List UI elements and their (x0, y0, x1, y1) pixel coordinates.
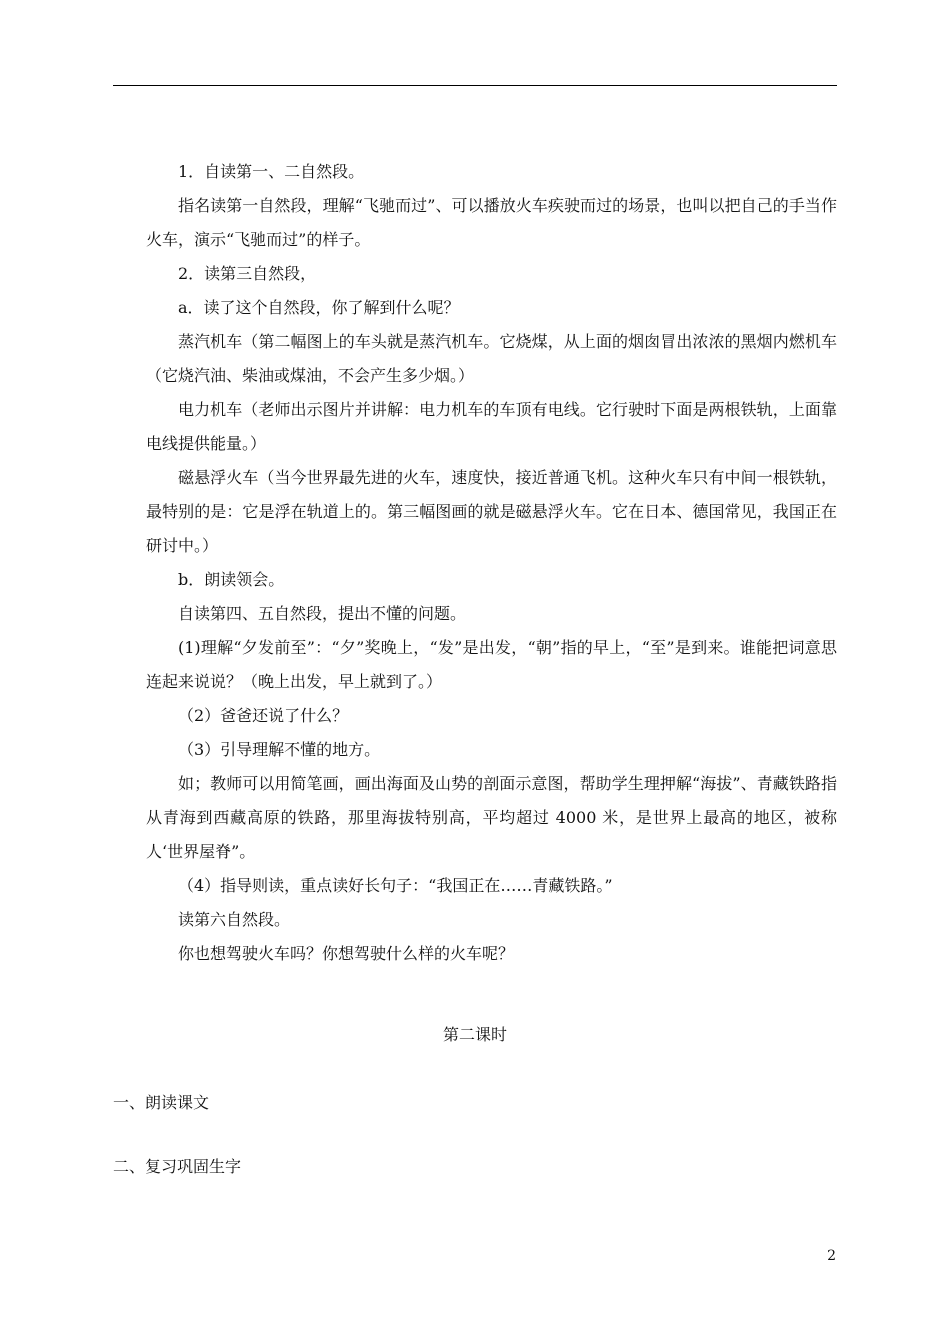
paragraph: b．朗读领会。 (178, 570, 285, 589)
paragraph: 蒸汽机车（第二幅图上的车头就是蒸汽机车。它烧煤，从上面的烟囱冒出浓浓的黑烟内燃机车（它烧汽油、柴油或煤油，不会产生多少烟。） (146, 332, 837, 385)
paragraph: 电力机车（老师出示图片并讲解：电力机车的车顶有电线。它行驶时下面是两根铁轨，上面靠电线提供能量。） (146, 400, 837, 453)
header-rule (113, 85, 837, 86)
lesson-heading: 第二课时 (442, 1025, 507, 1044)
paragraph: （2）爸爸还说了什么？ (178, 706, 349, 725)
paragraph: 如；教师可以用简笔画，画出海面及山势的剖面示意图，帮助学生理押解“海拔”、青藏铁路指从青海到西藏高原的铁路，那里海拔特别高，平均超过 4000 米，是世界上最高的地区，被称人‘世界屋脊”。 (146, 774, 837, 861)
section-heading-review-characters: 二、复习巩固生字 (113, 1157, 242, 1176)
paragraph: (1)理解“夕发前至”：“夕”奖晚上，“发”是出发，“朝”指的早上，“至”是到来。谁能把词意思连起来说说？（晚上出发，早上就到了。） (146, 638, 837, 691)
section-heading-read-text: 一、朗读课文 (113, 1093, 210, 1112)
page-number: 2 (827, 1248, 836, 1264)
paragraph: 自读第四、五自然段，提出不懂的问题。 (178, 604, 467, 623)
paragraph: （3）引导理解不懂的地方。 (178, 740, 381, 759)
paragraph: 磁悬浮火车（当今世界最先进的火车，速度快，接近普通飞机。这种火车只有中间一根铁轨，最特别的是：它是浮在轨道上的。第三幅图画的就是磁悬浮火车。它在日本、德国常见，我国正在研讨中。） (146, 468, 837, 555)
paragraph: 1．自读第一、二自然段。 (178, 162, 365, 181)
paragraph: a．读了这个自然段，你了解到什么呢？ (178, 298, 460, 317)
paragraph: 你也想驾驶火车吗？你想驾驶什么样的火车呢？ (178, 944, 515, 963)
lesson-body (146, 155, 837, 971)
paragraph: 2．读第三自然段， (178, 264, 317, 283)
paragraph: 读第六自然段。 (178, 910, 291, 929)
paragraph: （4）指导则读，重点读好长句子：“我国正在……青藏铁路。” (178, 876, 613, 895)
paragraph: 指名读第一自然段，理解“飞驰而过”、可以播放火车疾驶而过的场景，也叫以把自己的手当作火车，演示“飞驰而过”的样子。 (146, 196, 837, 249)
